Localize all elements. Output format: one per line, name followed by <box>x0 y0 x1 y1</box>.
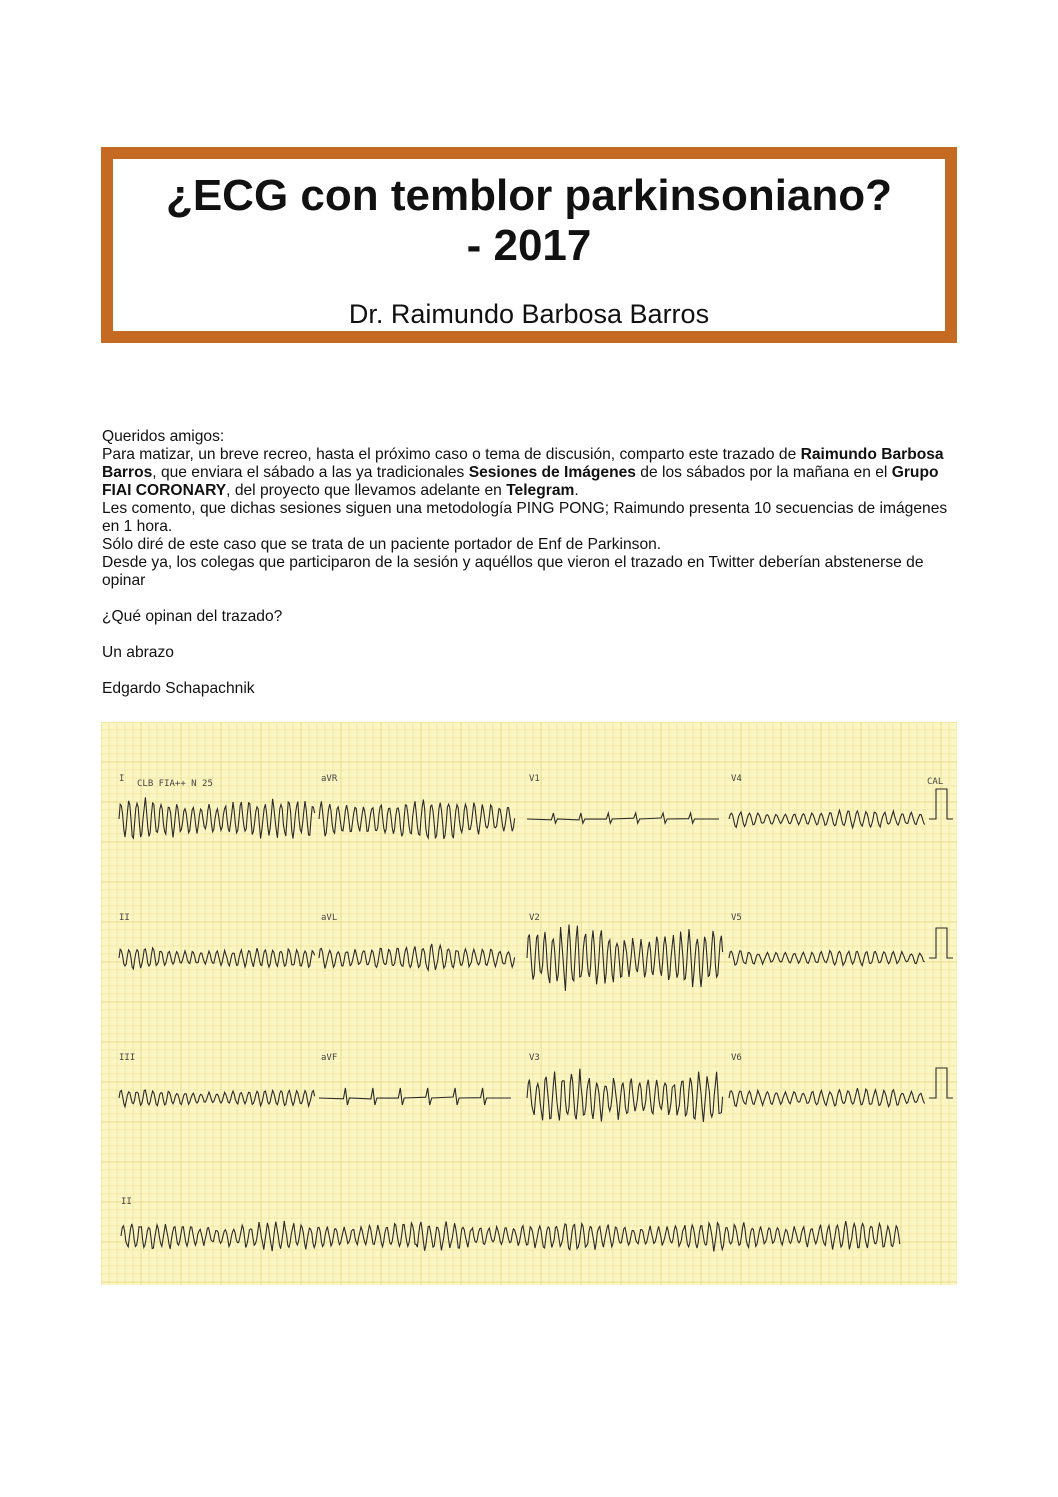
page-title <box>113 171 945 271</box>
p1-text-i: . <box>574 482 579 499</box>
ecg-lead-label: V4 <box>731 774 742 784</box>
ecg-lead-label: II <box>119 913 130 923</box>
p1-bold-sessions: Sesiones de Imágenes <box>468 464 636 481</box>
title-line-2: - 2017 <box>466 221 592 270</box>
ecg-tracing <box>101 722 957 1285</box>
question: ¿Qué opinan del trazado? <box>102 608 283 625</box>
title-box <box>101 147 957 343</box>
ecg-cal-label: CAL <box>927 777 944 787</box>
p1-text-c: , que enviara el sábado a las ya tradicionales <box>152 464 469 481</box>
paragraph-1 <box>102 446 962 500</box>
ecg-lead-label: V3 <box>529 1053 540 1063</box>
greeting: Queridos amigos: <box>102 428 225 445</box>
paragraph-4: Desde ya, los colegas que participaron de la sesión y aquéllos que vieron el trazado en Twitter deberían abstenerse de opinar <box>102 554 924 589</box>
ecg-lead-label: aVF <box>321 1053 338 1063</box>
ecg-lead-label: V6 <box>731 1053 742 1063</box>
p1-text-e: de los sábados por la mañana en el <box>635 464 892 481</box>
ecg-lead-label: III <box>119 1053 136 1063</box>
ecg-lead-label: aVL <box>321 913 338 923</box>
ecg-header-note: CLB FIA++ N 25 <box>137 779 213 789</box>
p1-bold-telegram: Telegram <box>506 482 575 499</box>
p1-text-g: , del proyecto que llevamos adelante en <box>226 482 507 499</box>
ecg-lead-label: aVR <box>321 774 338 784</box>
ecg-lead-label: V2 <box>529 913 540 923</box>
title-line-1: ¿ECG con temblor parkinsoniano? <box>165 171 893 220</box>
author-name: Dr. Raimundo Barbosa Barros <box>348 299 710 329</box>
ecg-lead-label: II <box>121 1197 132 1207</box>
ecg-lead-label: V5 <box>731 913 742 923</box>
ecg-paper <box>101 722 957 1285</box>
paragraph-3: Sólo diré de este caso que se trata de un paciente portador de Enf de Parkinson. <box>102 536 662 553</box>
closing: Un abrazo <box>102 644 174 661</box>
ecg-lead-label: I <box>119 774 125 784</box>
body-text <box>102 428 962 698</box>
p1-bold-author: Raimundo Barbosa Barros <box>102 446 944 481</box>
ecg-image <box>101 722 957 1285</box>
p1-text-a: Para matizar, un breve recreo, hasta el próximo caso o tema de discusión, comparto este trazado de <box>102 446 801 463</box>
signature: Edgardo Schapachnik <box>102 680 255 697</box>
p1-bold-group: Grupo FIAI CORONARY <box>102 464 939 499</box>
paragraph-2: Les comento, que dichas sesiones siguen una metodología PING PONG; Raimundo presenta 10 secuencias de imágenes en 1 hora. <box>102 500 948 535</box>
ecg-lead-label: V1 <box>529 774 540 784</box>
